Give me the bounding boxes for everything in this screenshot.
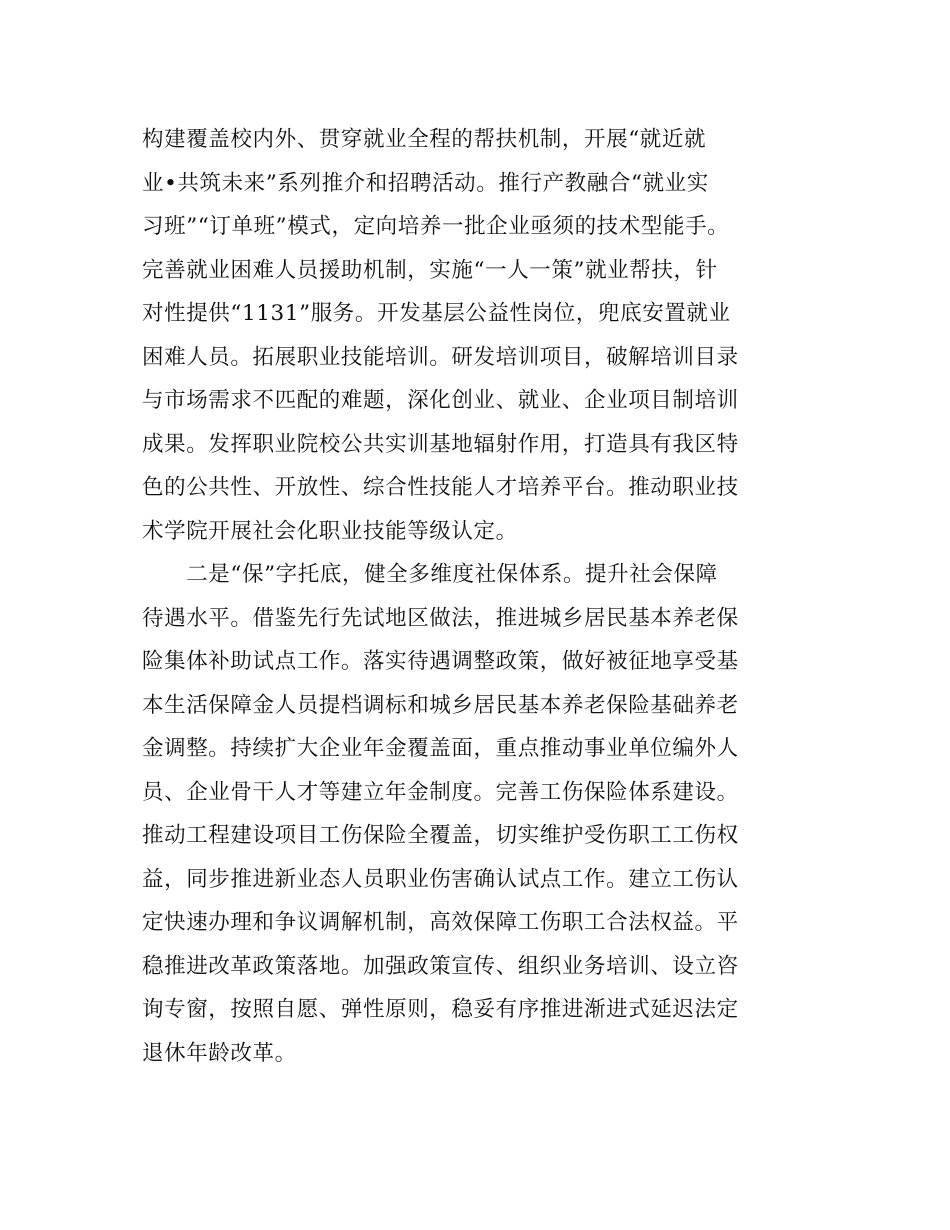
text-line: 定快速办理和争议调解机制，高效保障工伤职工合法权益。平 xyxy=(142,910,739,935)
text-line: 习班”“订单班”模式，定向培养一批企业亟须的技术型能手。 xyxy=(142,214,730,239)
text-line: 成果。发挥职业院校公共实训基地辐射作用，打造具有我区特 xyxy=(142,431,739,457)
text-line: 险集体补助试点工作。落实待遇调整政策，做好被征地享受基 xyxy=(142,649,739,674)
text-line: 员、企业骨干人才等建立年金制度。完善工伤保险体系建设。 xyxy=(142,779,739,805)
text-line: 完善就业困难人员援助机制，实施“一人一策”就业帮扶，针 xyxy=(142,257,718,283)
paragraph-employment-assistance xyxy=(142,118,822,553)
text-line: 稳推进改革政策落地。加强政策宣传、组织业务培训、设立咨 xyxy=(142,953,739,979)
text-line: 二是“保”字托底，健全多维度社保体系。提升社会保障 xyxy=(142,562,718,587)
text-line: 退休年龄改革。 xyxy=(142,1040,297,1066)
text-line: 术学院开展社会化职业技能等级认定。 xyxy=(142,518,518,544)
text-line: 金调整。持续扩大企业年金覆盖面，重点推动事业单位编外人 xyxy=(142,736,739,761)
text-line: 本生活保障金人员提档调标和城乡居民基本养老保险基础养老 xyxy=(142,692,739,718)
text-line: 推动工程建设项目工伤保险全覆盖，切实维护受伤职工工伤权 xyxy=(142,823,739,848)
text-line: 与市场需求不匹配的难题，深化创业、就业、企业项目制培训 xyxy=(142,388,739,413)
text-line: 困难人员。拓展职业技能培训。研发培训项目，破解培训目录 xyxy=(142,344,739,370)
text-line: 待遇水平。借鉴先行先试地区做法，推进城乡居民基本养老保 xyxy=(142,605,739,631)
text-line: 构建覆盖校内外、贯穿就业全程的帮扶机制，开展“就近就 xyxy=(142,127,707,152)
text-line: 色的公共性、开放性、综合性技能人才培养平台。推动职业技 xyxy=(142,475,739,500)
text-line: 对性提供“1131”服务。开发基层公益性岗位，兜底安置就业 xyxy=(142,301,731,326)
paragraph-social-security xyxy=(142,553,822,1075)
text-line: 益，同步推进新业态人员职业伤害确认试点工作。建立工伤认 xyxy=(142,866,739,892)
text-line: 业•共筑未来”系列推介和招聘活动。推行产教融合“就业实 xyxy=(142,170,709,196)
text-line: 询专窗，按照自愿、弹性原则，稳妥有序推进渐进式延迟法定 xyxy=(142,997,739,1022)
